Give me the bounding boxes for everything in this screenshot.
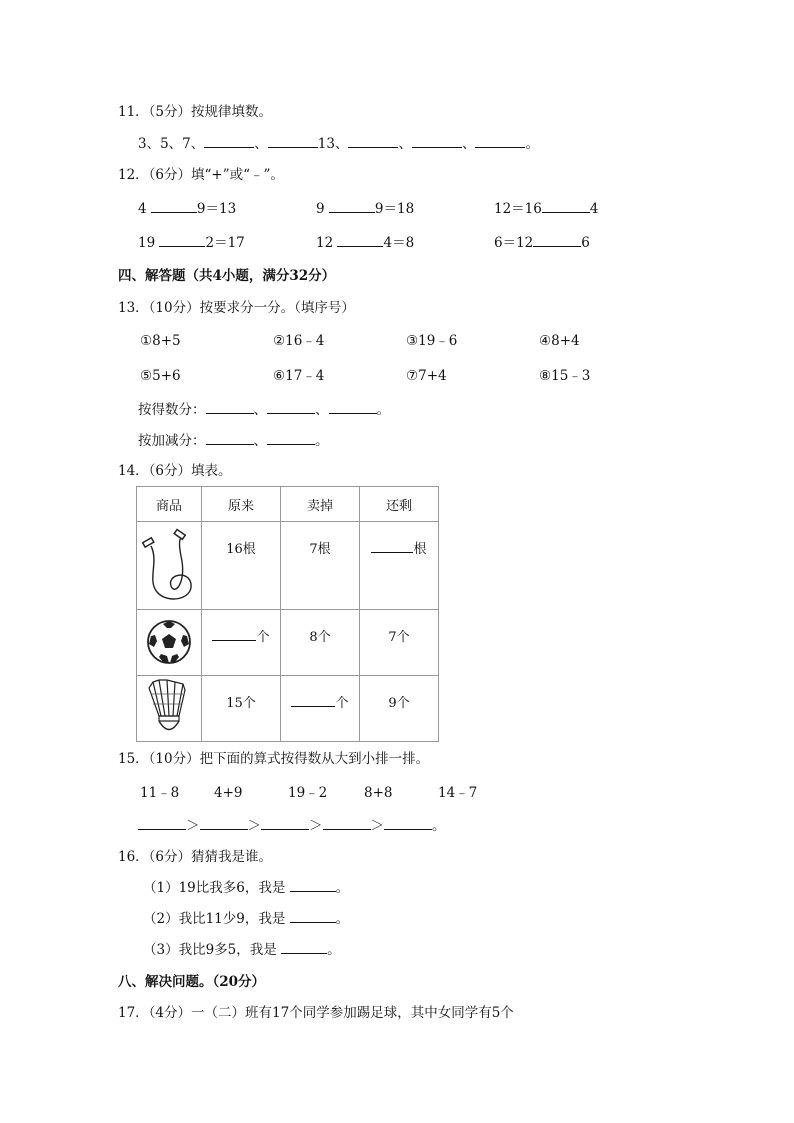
q12-right: 9＝18 <box>374 201 415 217</box>
q13-option <box>273 367 324 385</box>
answer-blank[interactable] <box>159 234 205 247</box>
unit-label: 根 <box>413 542 427 557</box>
answer-blank[interactable] <box>384 817 432 830</box>
remaining-value: 7个 <box>388 630 410 645</box>
answer-blank[interactable] <box>412 135 462 148</box>
option-number: ③ <box>406 333 419 349</box>
answer-blank[interactable] <box>533 234 581 247</box>
greater-than: ＞ <box>247 818 261 834</box>
q12-left: 12 <box>316 235 334 251</box>
q15-end: 。 <box>432 818 446 834</box>
q11-sequence <box>138 135 539 153</box>
answer-blank[interactable] <box>291 694 335 707</box>
greater-than: ＞ <box>309 818 323 834</box>
q12-right: 4 <box>589 201 599 217</box>
q15-expr: 19﹣2 <box>288 785 328 801</box>
remaining-cell <box>360 610 439 676</box>
option-expr: 5+6 <box>152 368 181 384</box>
q11-end: 。 <box>525 136 539 152</box>
q13-by-result <box>138 401 390 419</box>
original-value: 16根 <box>226 542 256 557</box>
sold-value: 7根 <box>309 542 331 557</box>
q11-title: 11．（5分）按规律填数。 <box>118 104 273 120</box>
option-number: ⑤ <box>140 368 153 384</box>
table-row <box>137 522 439 610</box>
unit-label: 个 <box>335 696 349 711</box>
answer-blank[interactable] <box>268 135 318 148</box>
original-cell <box>202 676 281 742</box>
q12-item <box>494 200 598 218</box>
q13-option <box>539 332 580 350</box>
answer-blank[interactable] <box>267 401 315 414</box>
table-header-row <box>137 487 439 522</box>
section-heading: 八、解决问题。（20分） <box>118 974 266 990</box>
answer-blank[interactable] <box>290 910 336 923</box>
table-row <box>137 610 439 676</box>
q11-seq-start: 3、5、7、 <box>138 136 205 152</box>
q12-title: 12．（6分）填“+”或“﹣”。 <box>118 167 284 183</box>
sold-cell <box>281 610 360 676</box>
table-header: 商品 <box>137 487 202 522</box>
q13-option <box>539 367 590 385</box>
option-number: ④ <box>539 333 552 349</box>
sold-cell <box>281 522 360 610</box>
q15-expr: 14﹣7 <box>438 785 478 801</box>
answer-blank[interactable] <box>206 401 254 414</box>
q13-option <box>273 332 324 350</box>
q15-title: 15．（10分）把下面的算式按得数从大到小排一排。 <box>118 751 430 767</box>
original-cell <box>202 522 281 610</box>
remaining-cell <box>360 522 439 610</box>
q12-left: 19 <box>138 235 156 251</box>
shuttlecock-image <box>137 676 201 740</box>
q16-end: 。 <box>335 911 350 927</box>
q16-end: 。 <box>327 942 341 958</box>
q11-sep: 、 <box>461 136 476 152</box>
q12-item <box>494 234 590 252</box>
q15-expr: 8+8 <box>364 785 393 801</box>
goods-table <box>136 486 439 742</box>
remaining-cell <box>360 676 439 742</box>
unit-label: 个 <box>256 630 270 645</box>
sold-value: 8个 <box>309 630 331 645</box>
option-expr: 15﹣3 <box>551 368 591 384</box>
q16-text: （3）我比9多5，我是 <box>143 942 277 958</box>
greater-than: ＞ <box>370 818 384 834</box>
sold-cell <box>281 676 360 742</box>
q11-sep: 、 <box>398 136 412 152</box>
answer-blank[interactable] <box>337 234 383 247</box>
q12-right: 6 <box>581 235 590 251</box>
remaining-value: 9个 <box>388 696 410 711</box>
q12-right: 9＝13 <box>196 201 237 217</box>
sold-fill <box>281 676 359 711</box>
q15-order <box>138 817 446 835</box>
table-header: 原来 <box>202 487 281 522</box>
q11-mid: 13、 <box>317 136 349 152</box>
answer-blank[interactable] <box>348 135 398 148</box>
option-expr: 19﹣6 <box>418 333 458 349</box>
answer-blank[interactable] <box>542 200 590 213</box>
q12-right: 4＝8 <box>383 235 415 251</box>
item-cell <box>137 610 202 676</box>
answer-blank[interactable] <box>200 817 248 830</box>
greater-than: ＞ <box>186 818 200 834</box>
option-expr: 7+4 <box>418 368 447 384</box>
option-number: ⑧ <box>539 368 552 384</box>
answer-blank[interactable] <box>475 135 525 148</box>
table-header: 卖掉 <box>281 487 360 522</box>
table-header: 还剩 <box>360 487 439 522</box>
answer-blank[interactable] <box>323 817 371 830</box>
q13-option <box>406 332 457 350</box>
q14-title: 14．（6分）填表。 <box>118 463 232 479</box>
answer-blank[interactable] <box>371 540 413 553</box>
q12-left: 6＝12 <box>494 235 534 251</box>
answer-blank[interactable] <box>212 628 256 641</box>
q13-sep: 、 <box>253 402 267 418</box>
q12-left: 9 <box>316 201 325 217</box>
option-expr: 16﹣4 <box>285 333 325 349</box>
q13-option <box>140 332 181 350</box>
q13-sep: 、 <box>253 433 267 449</box>
remaining-fill <box>360 522 438 557</box>
option-expr: 8+4 <box>551 333 580 349</box>
original-fill <box>202 610 280 645</box>
answer-blank[interactable] <box>204 135 254 148</box>
option-expr: 8+5 <box>152 333 181 349</box>
q12-left: 4 <box>138 201 147 217</box>
option-number: ⑦ <box>406 368 419 384</box>
answer-blank[interactable] <box>138 817 186 830</box>
q16-title: 16．（6分）猜猜我是谁。 <box>118 849 273 865</box>
q13-label: 按得数分： <box>138 402 206 418</box>
answer-blank[interactable] <box>267 432 315 445</box>
answer-blank[interactable] <box>206 432 254 445</box>
option-number: ② <box>273 333 286 349</box>
q16-item <box>143 879 349 897</box>
q16-end: 。 <box>335 880 350 896</box>
q12-item <box>138 234 245 252</box>
answer-blank[interactable] <box>329 401 377 414</box>
q15-expr: 4+9 <box>214 785 243 801</box>
q12-left: 12＝16 <box>494 201 542 217</box>
q16-item <box>143 941 341 959</box>
q13-option <box>406 367 447 385</box>
q11-sep: 、 <box>254 136 268 152</box>
option-number: ① <box>140 333 153 349</box>
q13-end: 。 <box>376 402 390 418</box>
section-heading: 四、解答题（共4小题，满分32分） <box>118 268 336 284</box>
original-value: 15个 <box>226 696 256 711</box>
q13-option <box>140 367 181 385</box>
answer-blank[interactable] <box>281 941 327 954</box>
q13-end: 。 <box>315 433 329 449</box>
soccer-ball-image <box>137 610 201 674</box>
q13-sep: 、 <box>315 402 329 418</box>
item-cell <box>137 676 202 742</box>
option-number: ⑥ <box>273 368 286 384</box>
q13-label: 按加减分： <box>138 433 206 449</box>
table-row <box>137 676 439 742</box>
jump-rope-image <box>137 522 201 608</box>
q12-right: 2＝17 <box>205 235 245 251</box>
q15-expr: 11﹣8 <box>140 785 180 801</box>
q12-item <box>138 200 236 218</box>
option-expr: 17﹣4 <box>285 368 325 384</box>
q17-title: 17．（4分）一（二）班有17个同学参加踢足球，其中女同学有5个 <box>118 1005 514 1021</box>
answer-blank[interactable] <box>151 200 197 213</box>
answer-blank[interactable] <box>290 879 336 892</box>
answer-blank[interactable] <box>261 817 309 830</box>
original-cell <box>202 610 281 676</box>
q13-by-op <box>138 432 329 450</box>
q12-item <box>316 200 414 218</box>
item-cell <box>137 522 202 610</box>
q13-title: 13．（10分）按要求分一分。（填序号） <box>118 300 355 316</box>
answer-blank[interactable] <box>329 200 375 213</box>
q16-text: （2）我比11少9，我是 <box>143 911 286 927</box>
q16-item <box>143 910 349 928</box>
q12-item <box>316 234 414 252</box>
q16-text: （1）19比我多6，我是 <box>143 880 286 896</box>
